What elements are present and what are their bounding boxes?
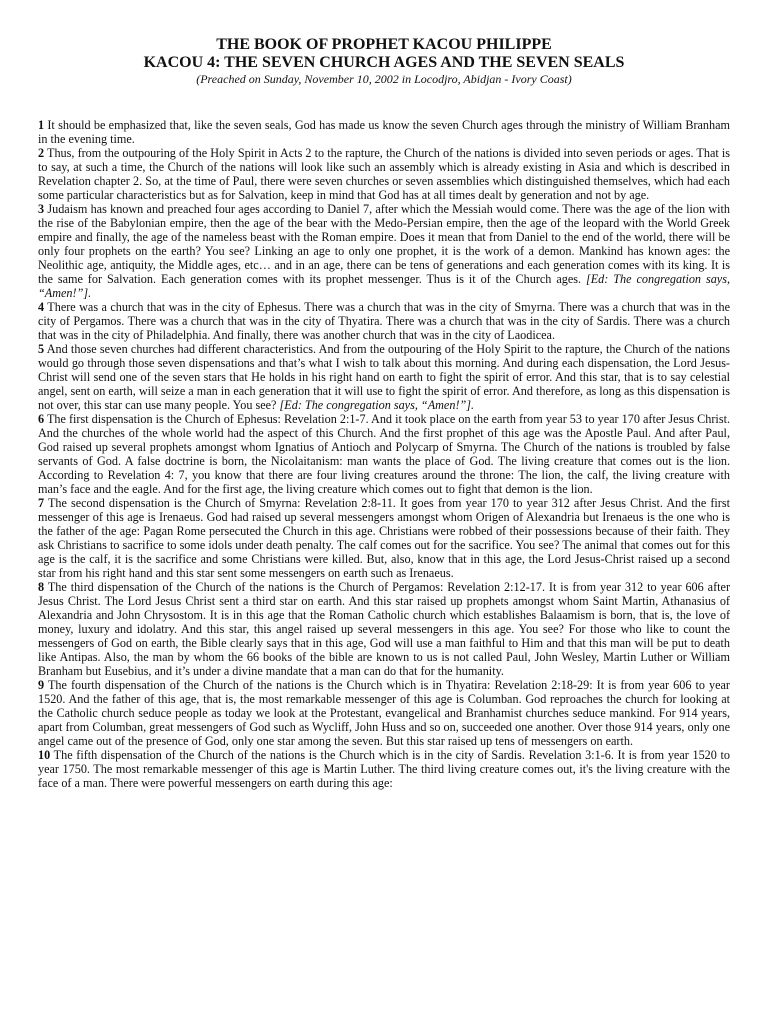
paragraph-text: The fourth dispensation of the Church of the nations is the Church which is in Thyatira: Revelation 2:18-29: It is from year 606 to year 1520. And the father of this age, that is, the most remarkable messenger of this age is Columban. God reproaches the church for looking at the Catholic church seduce people as today we look at the Protestant, evangelical and Branhamist churches seduce mankind. For 914 years, apart from Columban, great messengers of God such as Wycliff, John Huss and so on, succeeded one another. Over those 914 years, only one angel came out of the presence of God, only one star among the seven. But this star raised up tens of messengers on earth. <box>38 678 730 748</box>
paragraph-text: The fifth dispensation of the Church of the nations is the Church which is in the city of Sardis. Revelation 3:1-6. It is from year 1520 to year 1750. The most remarkable messenger of this age is Martin Luther. The third living creature comes out, it's the living creature with the face of a man. There were powerful messengers on earth during this age: <box>38 748 731 790</box>
chapter-title: KACOU 4: THE SEVEN CHURCH AGES AND THE SEVEN SEALS <box>143 54 625 71</box>
editor-note: [Ed: The congregation says, “Amen!”]. <box>279 398 475 412</box>
preached-note: (Preached on Sunday, November 10, 2002 in Locodjro, Abidjan - Ivory Coast) <box>196 72 572 86</box>
paragraph <box>38 412 730 496</box>
paragraph-number: 9 <box>38 678 45 692</box>
paragraph-number: 10 <box>38 748 51 762</box>
document-body <box>38 118 730 790</box>
paragraph-number: 4 <box>38 300 45 314</box>
paragraph-number: 6 <box>38 412 45 426</box>
paragraph-text: It should be emphasized that, like the seven seals, God has made us know the seven Church ages through the ministry of William Branham in the evening time. <box>38 118 730 146</box>
editor-note: [Ed: The congregation says, “Amen!”]. <box>38 272 730 300</box>
paragraph <box>38 342 730 412</box>
paragraph-text: The second dispensation is the Church of Smyrna: Revelation 2:8-11. It goes from year 170 to year 312 after Jesus Christ. And the first messenger of this age is Irenaeus. God had raised up several messengers amongst whom Origen of Alexandria but Irenaeus is the one who is the father of the age: Pagan Rome persecuted the Church in this age. Christians were robbed of their possessions because of their faith. They ask Christians to sacrifice to some idols under death penalty. The calf comes out for the sacrifice. You see? The animal that comes out for this age is the calf, it is the sacrifice and some Christians were killed. But, also, know that in this age, the Lord Jesus-Christ raised up a second star from his right hand and this star sent some messengers on earth such as Irenaeus. <box>38 496 730 580</box>
paragraph <box>38 300 730 342</box>
paragraph-number: 5 <box>38 342 45 356</box>
paragraph-number: 2 <box>38 146 45 160</box>
paragraph-number: 1 <box>38 118 45 132</box>
paragraph-text: Thus, from the outpouring of the Holy Spirit in Acts 2 to the rapture, the Church of the nations is divided into seven periods or ages. That is to say, at such a time, the Church of the nations will look like such an assembly which is already existing in Asia and which is described in Revelation chapter 2. So, at the time of Paul, there were seven churches or seven assemblies which distinguished themselves, which had each some particular characteristics but as for Salvation, keep in mind that God has at all times dealt by generation and not by age. <box>38 146 731 202</box>
paragraph-number: 8 <box>38 580 45 594</box>
paragraph-text: Judaism has known and preached four ages according to Daniel 7, after which the Messiah would come. There was the age of the lion with the rise of the Babylonian empire, then the age of the bear with the Medo-Persian empire, then the age of the leopard with the World Greek empire and finally, the age of the nameless beast with the Roman empire. Does it mean that from Daniel to the end of the world, there will be only four prophets on the earth? You see? Linking an age to only one prophet, it is the work of a demon. Mankind has known ages: the Neolithic age, antiquity, the Middle ages, etc… and in an age, there can be tens of generations and each generation comes with its king. It is the same for Salvation. Each generation comes with its prophet messenger. Thus is it of the Church ages. <box>38 202 730 286</box>
paragraph-text: The third dispensation of the Church of the nations is the Church of Pergamos: Revelation 2:12-17. It is from year 312 to year 606 after Jesus Christ. The Lord Jesus Christ sent a third star on earth. And this star raised up prophets amongst whom Saint Martin, Athanasius of Alexandria and John Chrysostom. It is in this age that the Roman Catholic church which establishes Balaamism is born, that is, the love of money, luxury and idolatry. And this star, this angel raised up several messengers in this age. You see? For those who like to count the messengers of God on earth, the Bible clearly says that in this age, God will use a man faithful to Him and that this man will be put to death like Antipas. Also, the man by whom the 66 books of the bible are known to us is not called Paul, John Wesley, Martin Luther or William Branham but Eusebius, and it’s under a divine mandate that a man can do that for the humanity. <box>38 580 730 678</box>
paragraph <box>38 118 730 146</box>
book-title: THE BOOK OF PROPHET KACOU PHILIPPE <box>216 36 552 53</box>
paragraph-text: The first dispensation is the Church of Ephesus: Revelation 2:1-7. And it took place on the earth from year 53 to year 170 after Jesus Christ. And the churches of the whole world had the aspect of this Church. And the first prophet of this age was the Apostle Paul. And after Paul, God raised up several prophets amongst whom Ignatius of Antioch and Polycarp of Smyrna. The Church of the nations is troubled by false servants of God. A false doctrine is born, the Nicolaitanism: man wants the place of God. The living creature that comes out is the lion. According to Revelation 4: 7, you know that there are four living creatures around the throne: The lion, the calf, the living creature with man’s face and the eagle. And for the first age, the living creature which comes out to fight that demon is the lion. <box>38 412 730 496</box>
paragraph-number: 7 <box>38 496 45 510</box>
paragraph <box>38 202 730 300</box>
paragraph <box>38 580 730 678</box>
paragraph <box>38 678 730 748</box>
paragraph <box>38 496 730 580</box>
paragraph-text: And those seven churches had different characteristics. And from the outpouring of the Holy Spirit to the rapture, the Church of the nations would go through those seven dispensations and that’s what I wish to talk about this morning. And during each dispensation, the Lord Jesus-Christ will send one of the seven stars that He holds in his right hand on earth to fight the spirit of error. And this star, that is to say celestial angel, sent on earth, will seize a man in each generation that it will use to fight the spirit of error. And therefore, as long as this dispensation is not over, this star can use many people. You see? <box>38 342 730 412</box>
paragraph-text: There was a church that was in the city of Ephesus. There was a church that was in the city of Smyrna. There was a church that was in the city of Pergamos. There was a church that was in the city of Thyatira. There was a church that was in the city of Sardis. There was a church that was in the city of Philadelphia. And finally, there was another church that was in the city of Laodicea. <box>38 300 730 342</box>
document-header <box>38 0 730 86</box>
paragraph <box>38 748 730 790</box>
paragraph <box>38 146 730 202</box>
paragraph-number: 3 <box>38 202 45 216</box>
